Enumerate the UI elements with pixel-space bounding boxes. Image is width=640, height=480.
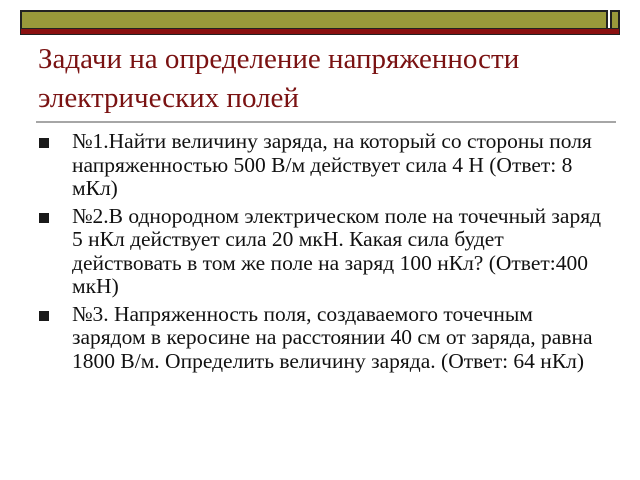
square-bullet-icon	[39, 311, 49, 321]
header-band-olive-bar	[20, 10, 608, 30]
problem-item	[30, 205, 610, 299]
problem-text: №3. Напряженность поля, создаваемого точечным зарядом в керосине на расстоянии 40 см от заряда, равна 1800 В/м. Определить величину заряда. (Ответ: 64 нКл)	[72, 301, 593, 373]
title-divider	[36, 121, 616, 123]
square-bullet-icon	[39, 138, 49, 148]
square-bullet-icon	[39, 213, 49, 223]
header-band-maroon-stripe	[20, 28, 620, 35]
slide-title: Задачи на определение напряженности электрических полей	[38, 43, 520, 114]
problem-text: №2.В однородном электрическом поле на точечный заряд 5 нКл действует сила 20 мкН. Какая сила будет действовать в том же поле на заряд 100 нКл? (Ответ:400 мкН)	[72, 203, 602, 298]
problem-item	[30, 130, 610, 201]
decorative-header-band	[20, 10, 620, 36]
problem-list	[30, 130, 610, 377]
header-band-corner-square	[610, 10, 620, 30]
problem-item	[30, 303, 610, 374]
problem-text: №1.Найти величину заряда, на который со стороны поля напряженностью 500 В/м действует сила 4 Н (Ответ: 8 мКл)	[72, 129, 592, 200]
